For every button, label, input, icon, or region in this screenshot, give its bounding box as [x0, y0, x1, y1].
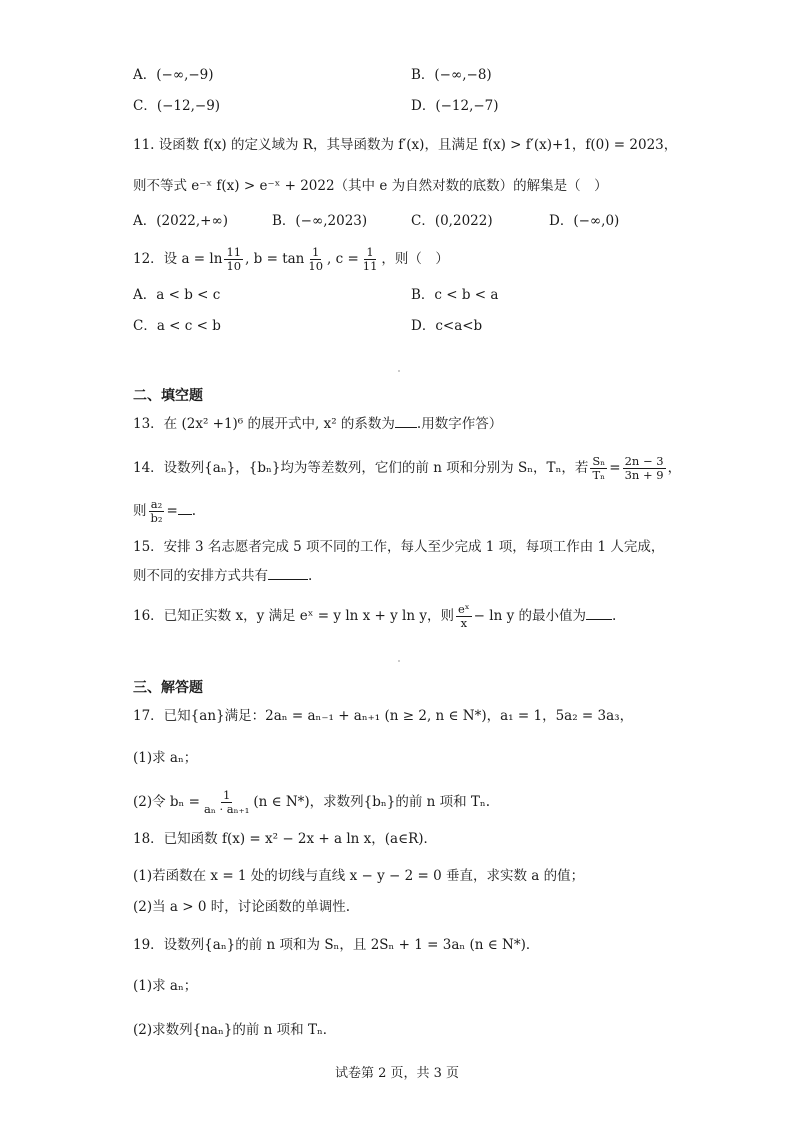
q13-suffix: .用数字作答）: [416, 416, 503, 432]
q13-text: 13．在 (2x² +1)⁶ 的展开式中, x² 的系数为: [133, 416, 395, 432]
frac-num: a₂: [150, 497, 163, 511]
q14-line2-prefix: 则: [133, 503, 147, 519]
q14-frac-ratio: [623, 455, 666, 482]
frac-num: Sₙ: [592, 454, 606, 468]
frac-num: 1: [366, 245, 374, 259]
q12-prefix: 12．设 a = ln: [133, 251, 223, 267]
q19-part2: (2)求数列{naₙ}的前 n 项和 Tₙ．: [133, 1022, 337, 1038]
q19-part1: (1)求 aₙ；: [133, 978, 198, 994]
frac-num: eˣ: [457, 602, 470, 616]
q18-stem: 18．已知函数 f(x) = x² − 2x + a ln x，(a∈R)．: [133, 831, 438, 847]
q17-frac: [202, 789, 251, 816]
q18-part1: (1)若函数在 x = 1 处的切线与直线 x − y − 2 = 0 垂直，求实数 a 的值；: [133, 868, 585, 884]
q12-frac-b: [306, 246, 325, 273]
q12-option-c: C．a < c < b: [133, 318, 221, 334]
q10-option-d: D．(−12,−7): [411, 98, 499, 114]
frac-den: b₂: [150, 511, 163, 525]
q10-option-b: B．(−∞,−8): [411, 67, 492, 83]
q14-text: 14．设数列{aₙ}，{bₙ}均为等差数列，它们的前 n 项和分别为 Sₙ，Tₙ，若: [133, 460, 589, 476]
q11-stem-line1: 11. 设函数 f(x) 的定义域为 R，其导函数为 f′(x)，且满足 f(x) > f′(x)+1，f(0) = 2023，: [133, 137, 678, 153]
q12-frac-a: [224, 246, 243, 273]
frac-num: 1: [312, 245, 320, 259]
q15-line2-text: 则不同的安排方式共有: [133, 568, 268, 584]
q11-option-c: C．(0,2022): [411, 213, 493, 229]
q15-stem-line1: 15．安排 3 名志愿者完成 5 项不同的工作，每人至少完成 1 项，每项工作由 1 人完成，: [133, 539, 665, 555]
q10-option-c: C．(−12,−9): [133, 98, 221, 114]
q15-line2-end: .: [308, 568, 313, 584]
scan-dot: [398, 660, 400, 662]
q17-stem: 17．已知{an}满足：2aₙ = aₙ₋₁ + aₙ₊₁ (n ≥ 2, n ∈ N*)，a₁ = 1，5a₂ = 3a₃，: [133, 708, 634, 724]
answer-blank: [178, 502, 192, 515]
q13-stem: [133, 414, 502, 434]
q11-option-a: A．(2022,+∞): [133, 213, 228, 229]
frac-den: 10: [308, 259, 324, 273]
q17-part1: (1)求 aₙ；: [133, 750, 198, 766]
q14-line2-end: .: [191, 503, 197, 519]
section-fill-in: 二、填空题: [133, 388, 203, 404]
q10-option-a: A．(−∞,−9): [133, 67, 214, 83]
q16-prefix: 16．已知正实数 x，y 满足 eˣ = y ln x + y ln y，则: [133, 608, 454, 624]
q14-stem-line1: [133, 455, 681, 482]
q12-stem: [133, 246, 449, 273]
page-footer: 试卷第 2 页，共 3 页: [334, 1066, 460, 1081]
q15-stem-line2: [133, 566, 312, 586]
answer-blank: [586, 607, 612, 620]
q17-part2: [133, 789, 490, 816]
q14-line2-suffix: =: [166, 503, 178, 519]
q16-end: .: [612, 608, 617, 624]
q18-part2: (2)当 a > 0 时，讨论函数的单调性.: [133, 899, 351, 915]
q14-frac-st: [590, 455, 607, 482]
q14-end: ，: [667, 460, 682, 476]
q14-frac-ab: [149, 498, 165, 525]
q11-option-b: B．(−∞,2023): [272, 213, 368, 229]
q12-frac-c: [361, 246, 380, 273]
section-solutions: 三、解答题: [133, 680, 203, 696]
q19-stem: 19．设数列{aₙ}的前 n 项和为 Sₙ，且 2Sₙ + 1 = 3aₙ (n ∈ N*)．: [133, 937, 540, 953]
frac-den: 11: [362, 259, 378, 273]
q14-stem-line2: [133, 498, 196, 525]
q12-option-a: A．a < b < c: [133, 287, 221, 303]
q11-stem-line2: 则不等式 e⁻ˣ f(x) > e⁻ˣ + 2022（其中 e 为自然对数的底数）的解集是（ ）: [133, 178, 608, 194]
q12-mid2: , c =: [327, 251, 359, 267]
q12-option-b: B．c < b < a: [411, 287, 499, 303]
q12-option-d: D．c<a<b: [411, 318, 483, 334]
frac-den: Tₙ: [592, 468, 606, 482]
frac-den: aₙ · aₙ₊₁: [204, 802, 250, 816]
frac-den: 3n + 9: [624, 468, 664, 482]
q14-eq: =: [609, 460, 621, 476]
answer-blank: [268, 567, 308, 580]
frac-num: 2n − 3: [624, 454, 664, 468]
q12-mid1: , b = tan: [245, 251, 305, 267]
q16-frac: [456, 603, 472, 630]
frac-num: 1: [222, 788, 231, 802]
q16-suffix: − ln y 的最小值为: [473, 608, 586, 624]
q12-suffix: ，则（ ）: [381, 251, 449, 267]
q11-option-d: D．(−∞,0): [549, 213, 620, 229]
answer-blank: [395, 415, 417, 428]
frac-den: 10: [226, 259, 242, 273]
scan-dot: [398, 370, 400, 372]
q17-part2-prefix: (2)令 bₙ =: [133, 794, 200, 810]
frac-den: x: [460, 616, 468, 630]
q17-part2-suffix: (n ∈ N*)，求数列{bₙ}的前 n 项和 Tₙ.: [253, 794, 491, 810]
q16-stem: [133, 603, 616, 630]
frac-num: 11: [226, 245, 242, 259]
